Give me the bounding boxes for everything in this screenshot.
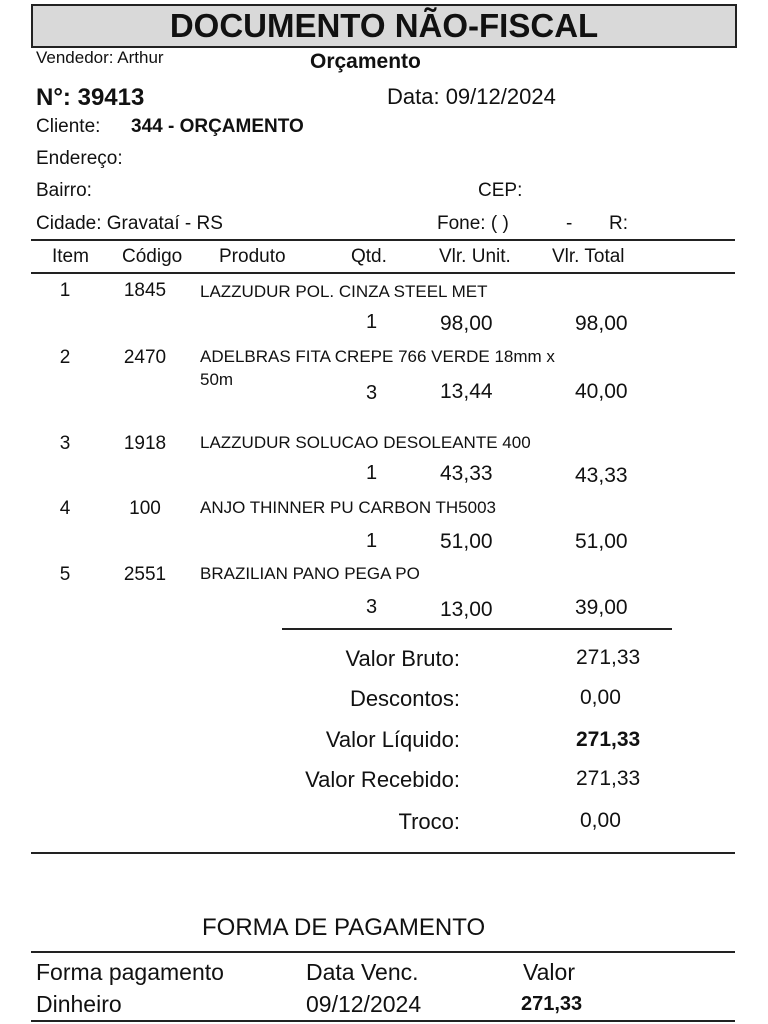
item-number: 3 [59,433,71,454]
item-unit-price: 43,33 [440,462,493,485]
change-label: Troco: [398,809,460,834]
net-value-label: Valor Líquido: [325,727,460,752]
payment-value: 271,33 [521,993,583,1015]
item-unit-price: 13,44 [440,380,493,403]
document-title-banner [31,4,737,48]
document-number: N°: 39413 [36,84,145,111]
payment-title: FORMA DE PAGAMENTO [202,914,486,941]
item-total-price: 98,00 [575,312,628,335]
received-value-label: Valor Recebido: [305,767,460,792]
item-code: 1845 [123,280,167,301]
item-product-continued: 50m [200,370,234,389]
gross-value-label: Valor Bruto: [345,646,460,671]
item-code: 2470 [123,347,167,368]
payment-col-due: Data Venc. [306,959,419,985]
city-label: Cidade: Gravataí - RS [36,213,223,234]
col-product: Produto [219,246,286,267]
item-total-price: 40,00 [575,380,628,403]
item-product: LAZZUDUR POL. CINZA STEEL MET [200,282,488,301]
item-qty: 1 [366,530,378,552]
col-code: Código [122,246,183,267]
r-label: R: [609,213,628,234]
item-total-price: 39,00 [575,596,628,619]
client-value: 344 - ORÇAMENTO [131,116,304,137]
item-total-price: 51,00 [575,530,628,553]
phone-dash: - [566,213,573,234]
payment-method: Dinheiro [36,991,122,1017]
document-date: Data: 09/12/2024 [387,84,556,109]
item-code: 100 [129,498,161,519]
document-type: Orçamento [310,50,421,73]
cep-label: CEP: [478,180,523,201]
totals-divider [282,628,672,630]
item-qty: 1 [366,462,378,484]
address-label: Endereço: [36,148,123,169]
gross-value: 271,33 [576,646,641,669]
district-label: Bairro: [36,180,92,201]
payment-col-value: Valor [523,959,575,985]
item-product: ANJO THINNER PU CARBON TH5003 [200,498,496,517]
item-qty: 1 [366,311,378,333]
phone-label: Fone: ( ) [437,213,509,234]
item-number: 2 [59,347,71,368]
item-product: LAZZUDUR SOLUCAO DESOLEANTE 400 [200,433,531,452]
item-number: 5 [59,564,71,585]
divider [31,951,735,953]
net-value: 271,33 [576,728,641,751]
divider [31,239,735,241]
col-total: Vlr. Total [552,246,625,267]
item-number: 1 [59,280,71,301]
item-product: ADELBRAS FITA CREPE 766 VERDE 18mm x [200,347,555,366]
divider [31,1020,735,1022]
document-title: DOCUMENTO NÃO-FISCAL [169,7,599,44]
received-value: 271,33 [576,767,641,790]
item-total-price: 43,33 [575,464,628,487]
item-unit-price: 13,00 [440,598,493,621]
item-code: 1918 [123,433,167,454]
item-product: BRAZILIAN PANO PEGA PO [200,564,420,583]
payment-col-method: Forma pagamento [36,959,224,985]
change-value: 0,00 [580,809,621,832]
item-unit-price: 51,00 [440,530,493,553]
item-code: 2551 [123,564,167,585]
col-qty: Qtd. [351,246,387,267]
col-unit: Vlr. Unit. [439,246,511,267]
item-qty: 3 [366,596,378,618]
discount-label: Descontos: [349,686,460,711]
payment-due-date: 09/12/2024 [306,991,422,1017]
divider [31,852,735,854]
item-unit-price: 98,00 [440,312,493,335]
seller: Vendedor: Arthur [36,48,164,67]
item-number: 4 [59,498,71,519]
item-qty: 3 [366,382,378,404]
divider [31,272,735,274]
client-label: Cliente: [36,116,101,137]
col-item: Item [52,246,89,267]
discount-value: 0,00 [580,686,621,709]
